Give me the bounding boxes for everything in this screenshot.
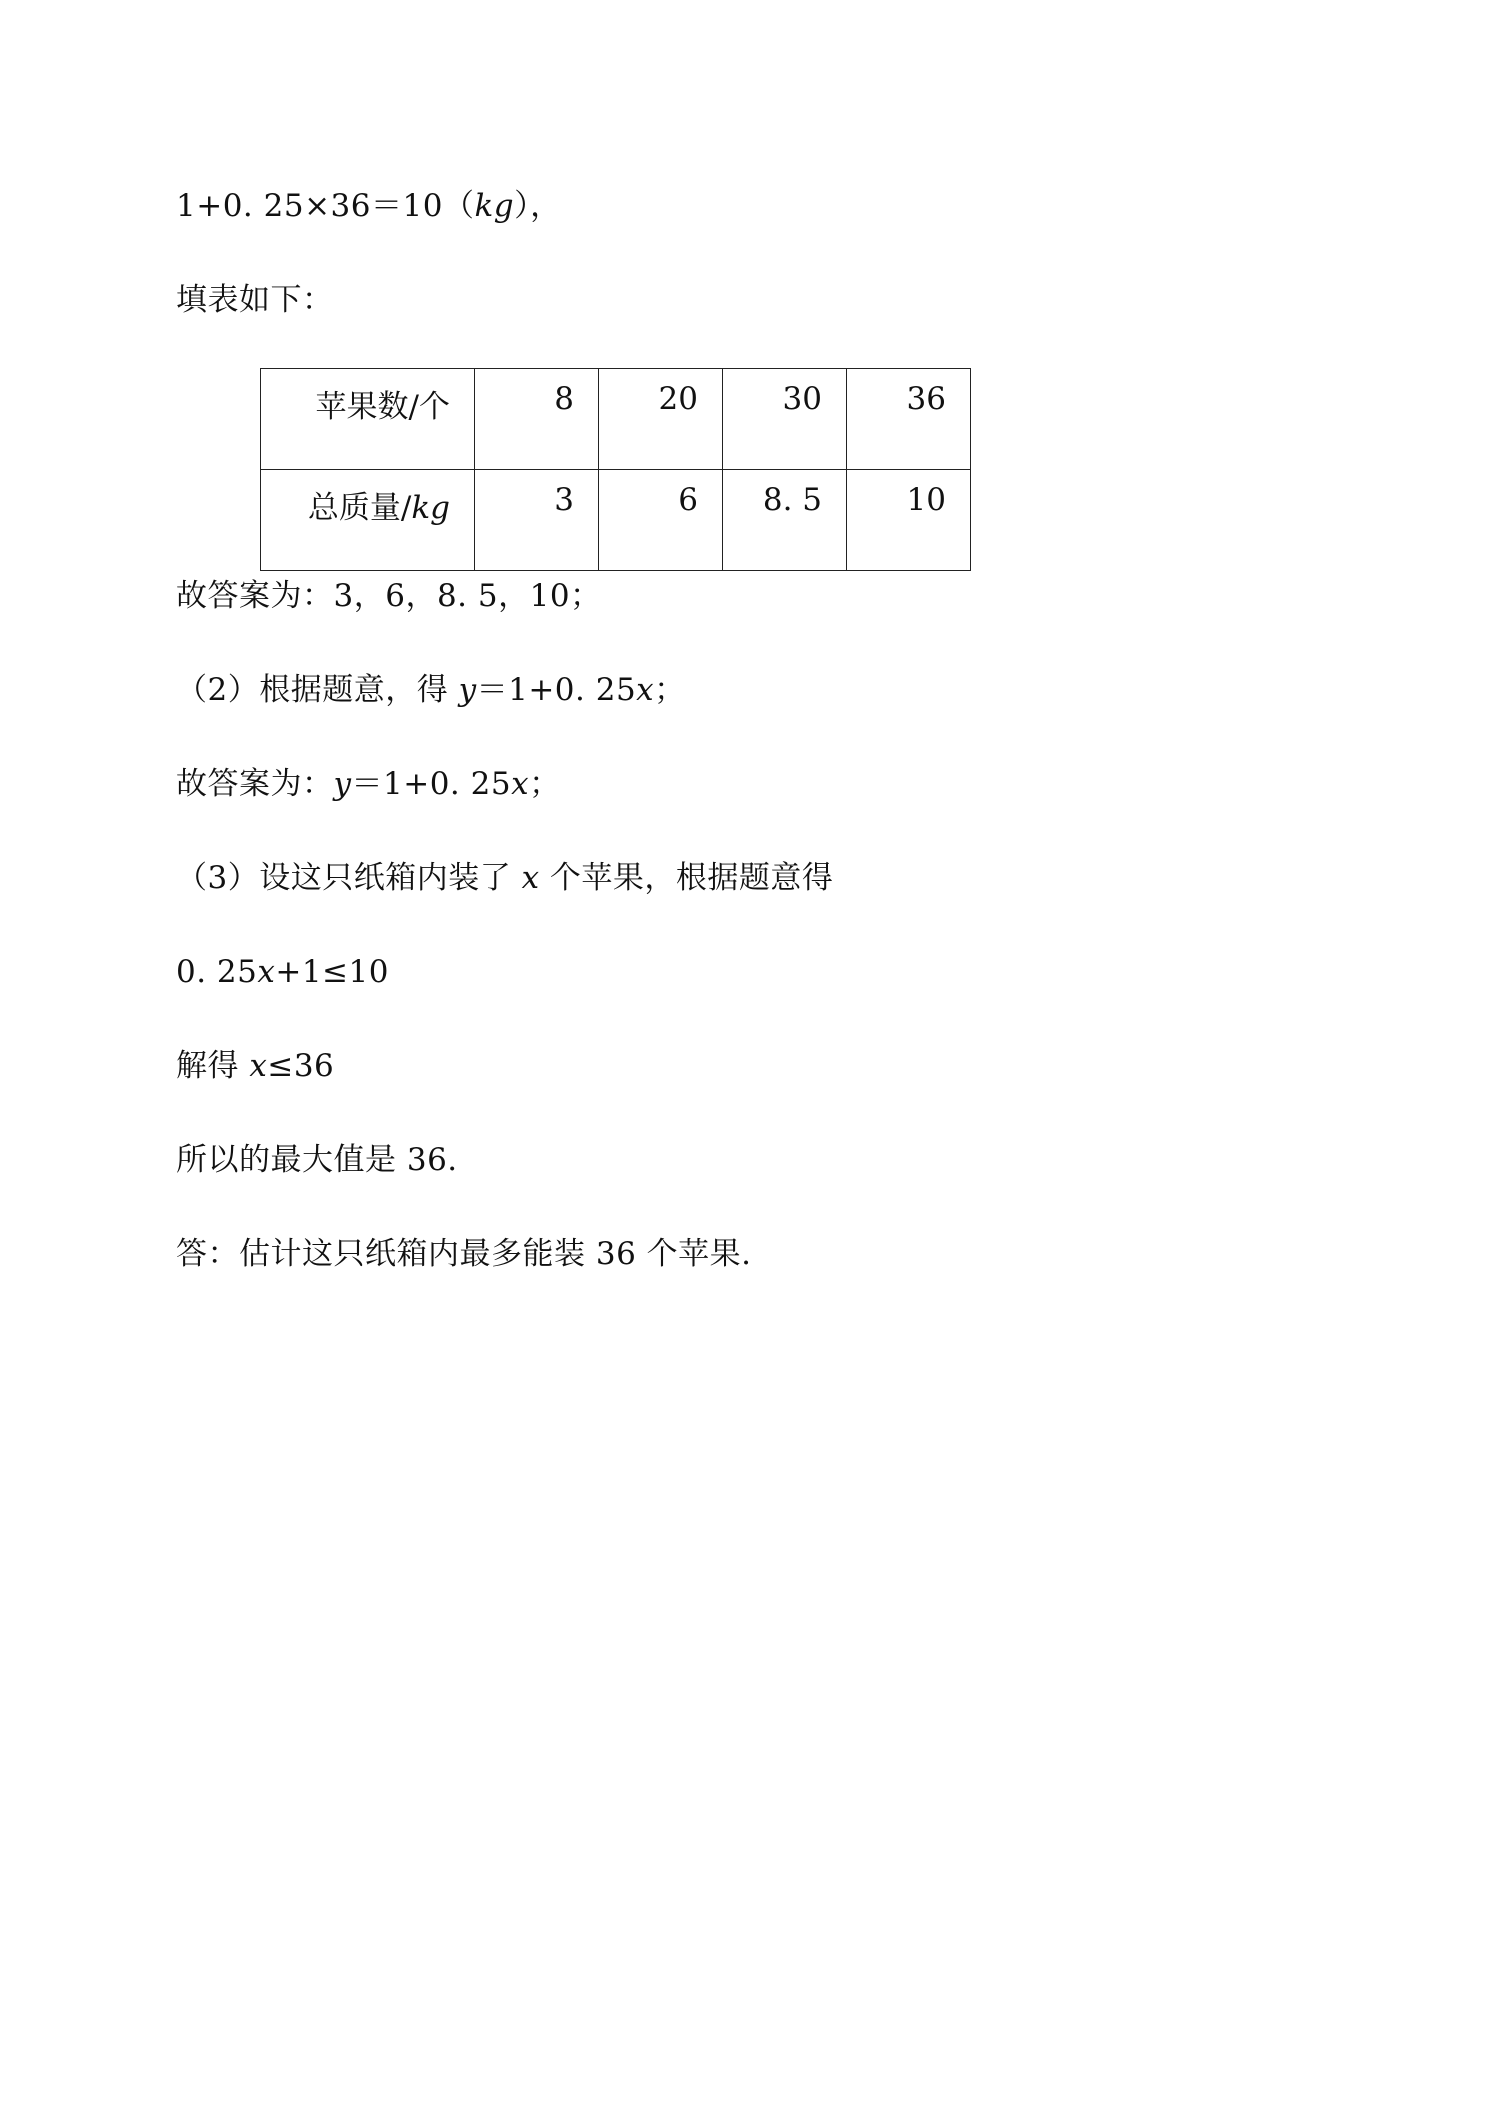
variable-x: x xyxy=(521,860,540,896)
text: ＝1+0. 25 xyxy=(476,672,637,708)
text: ≤36 xyxy=(267,1048,335,1084)
text-line-4 xyxy=(176,670,686,710)
text-line-7 xyxy=(176,952,389,992)
text: ）， xyxy=(514,188,562,224)
table-row xyxy=(261,369,971,470)
variable-x: x xyxy=(636,672,655,708)
text-line-3: 故答案为：3，6，8. 5，10； xyxy=(176,578,602,614)
text: 0. 25 xyxy=(176,954,258,990)
variable-y: y xyxy=(333,766,352,802)
unit-kg: kg xyxy=(474,188,515,224)
text: ； xyxy=(529,766,561,802)
text: 1+0. 25×36＝10（ xyxy=(176,188,475,224)
table-header-mass xyxy=(261,470,475,571)
table-cell: 10 xyxy=(847,470,971,571)
text-line-10: 答：估计这只纸箱内最多能装 36 个苹果. xyxy=(176,1236,752,1272)
text: +1≤10 xyxy=(275,954,389,990)
table-cell: 8. 5 xyxy=(723,470,847,571)
text: ； xyxy=(654,672,686,708)
data-table xyxy=(260,368,971,571)
variable-x: x xyxy=(257,954,276,990)
text-line-6 xyxy=(176,858,833,898)
table-cell: 8 xyxy=(475,369,599,470)
text-line-9: 所以的最大值是 36. xyxy=(176,1142,458,1178)
text: 故答案为： xyxy=(176,766,334,802)
text-line-8 xyxy=(176,1046,334,1086)
table-cell: 6 xyxy=(599,470,723,571)
text-line-5 xyxy=(176,764,561,804)
text: （2）根据题意，得 xyxy=(176,672,459,708)
unit-kg: kg xyxy=(411,490,450,526)
text-line-1 xyxy=(176,186,562,226)
table-header-apples: 苹果数/个 xyxy=(261,369,475,470)
text: 个苹果，根据题意得 xyxy=(539,860,834,896)
table-cell: 30 xyxy=(723,369,847,470)
table-cell: 36 xyxy=(847,369,971,470)
table-cell: 20 xyxy=(599,369,723,470)
text-line-2: 填表如下： xyxy=(176,282,334,318)
table-row xyxy=(261,470,971,571)
variable-x: x xyxy=(249,1048,268,1084)
text: （3）设这只纸箱内装了 xyxy=(176,860,522,896)
variable-x: x xyxy=(511,766,530,802)
variable-y: y xyxy=(458,672,477,708)
table-cell: 3 xyxy=(475,470,599,571)
text: 解得 xyxy=(176,1048,250,1084)
text: 总质量/ xyxy=(307,490,412,526)
text: ＝1+0. 25 xyxy=(351,766,512,802)
